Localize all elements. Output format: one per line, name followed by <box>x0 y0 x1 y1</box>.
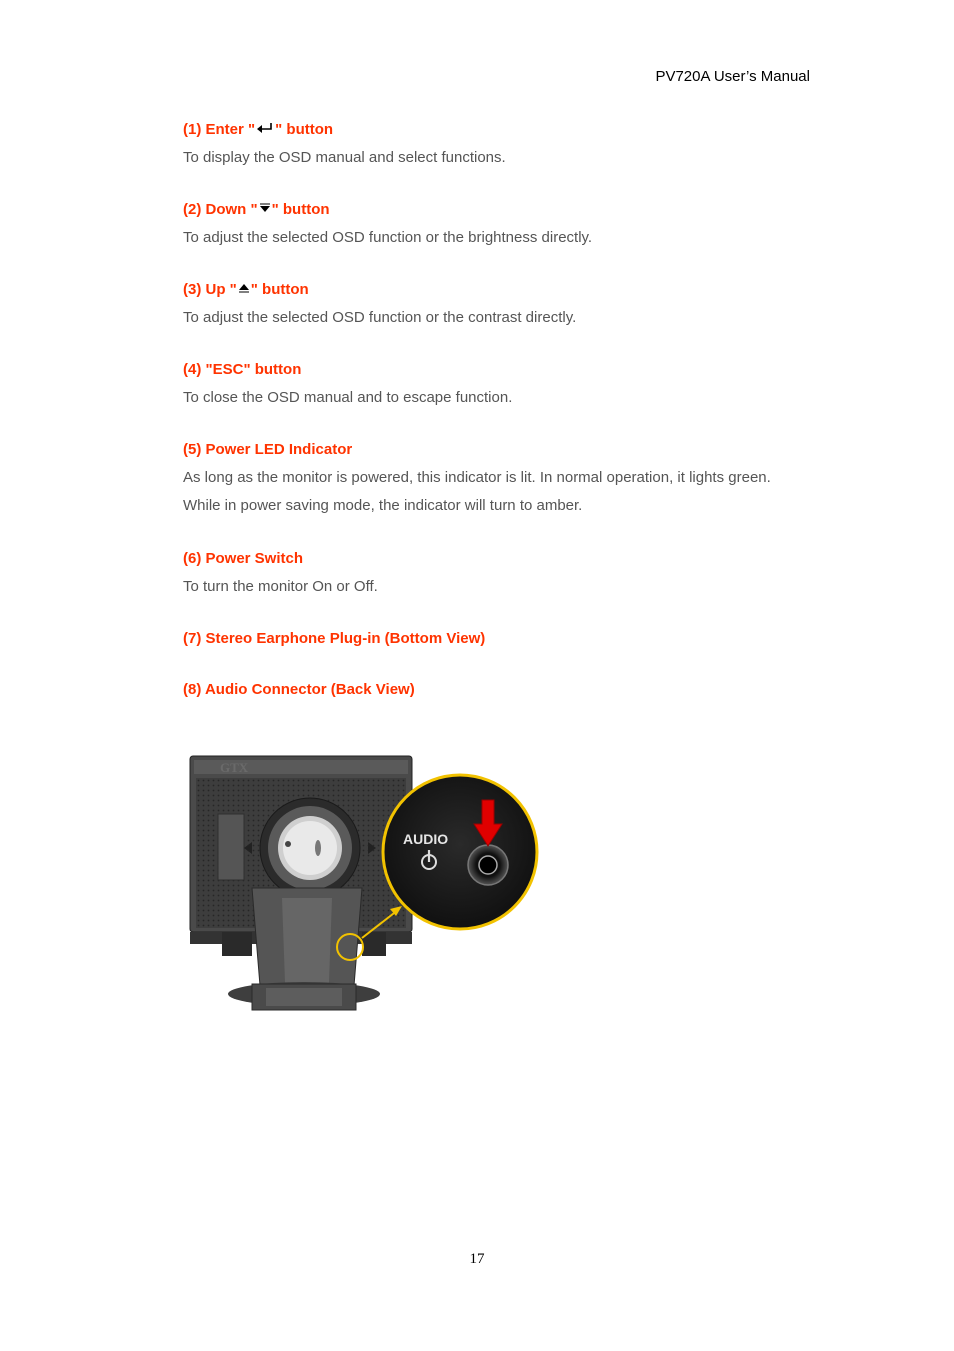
section-heading: (8) Audio Connector (Back View) <box>183 681 415 698</box>
section-heading <box>183 201 843 219</box>
section-heading <box>183 121 843 139</box>
audio-callout <box>383 775 537 929</box>
page-number: 17 <box>469 1251 485 1267</box>
section-up-button <box>183 281 843 332</box>
section-heading: (7) Stereo Earphone Plug-in (Bottom View) <box>183 630 486 647</box>
section-heading: (4) "ESC" button <box>183 361 302 378</box>
heading-text-pre: (2) Down " <box>183 201 258 218</box>
section-power-led <box>183 441 843 520</box>
heading-text-post: " button <box>271 201 330 218</box>
section-heading: (5) Power LED Indicator <box>183 441 353 458</box>
monitor-illustration <box>186 748 542 1014</box>
section-heading <box>183 281 843 299</box>
heading-text-post: " button <box>250 281 309 298</box>
section-body: To display the OSD manual and select functions. <box>183 149 506 166</box>
body-line: While in power saving mode, the indicator will turn to amber. <box>183 497 583 514</box>
monitor-back-view-figure <box>186 748 542 1014</box>
section-esc-button <box>183 361 843 412</box>
section-body: To close the OSD manual and to escape function. <box>183 389 513 406</box>
section-audio-connector <box>183 681 843 699</box>
heading-text-pre: (1) Enter " <box>183 121 256 138</box>
up-triangle-icon <box>238 281 250 299</box>
section-body: To turn the monitor On or Off. <box>183 578 378 595</box>
section-earphone-plug <box>183 630 843 648</box>
audio-label: AUDIO <box>403 831 449 847</box>
section-power-switch <box>183 550 843 601</box>
manual-title-header: PV720A User’s Manual <box>655 68 810 85</box>
body-line: As long as the monitor is powered, this indicator is lit. In normal operation, it lights green. <box>183 469 771 486</box>
heading-text-post: " button <box>275 121 334 138</box>
section-body: To adjust the selected OSD function or the contrast directly. <box>183 309 577 326</box>
section-heading: (6) Power Switch <box>183 550 304 567</box>
brand-label: GTX <box>220 760 249 775</box>
section-body: To adjust the selected OSD function or the brightness directly. <box>183 229 593 246</box>
enter-arrow-icon <box>256 121 274 139</box>
section-enter-button <box>183 121 843 172</box>
heading-text-pre: (3) Up " <box>183 281 237 298</box>
section-body <box>183 464 843 520</box>
section-down-button <box>183 201 843 252</box>
down-triangle-icon <box>259 201 271 219</box>
